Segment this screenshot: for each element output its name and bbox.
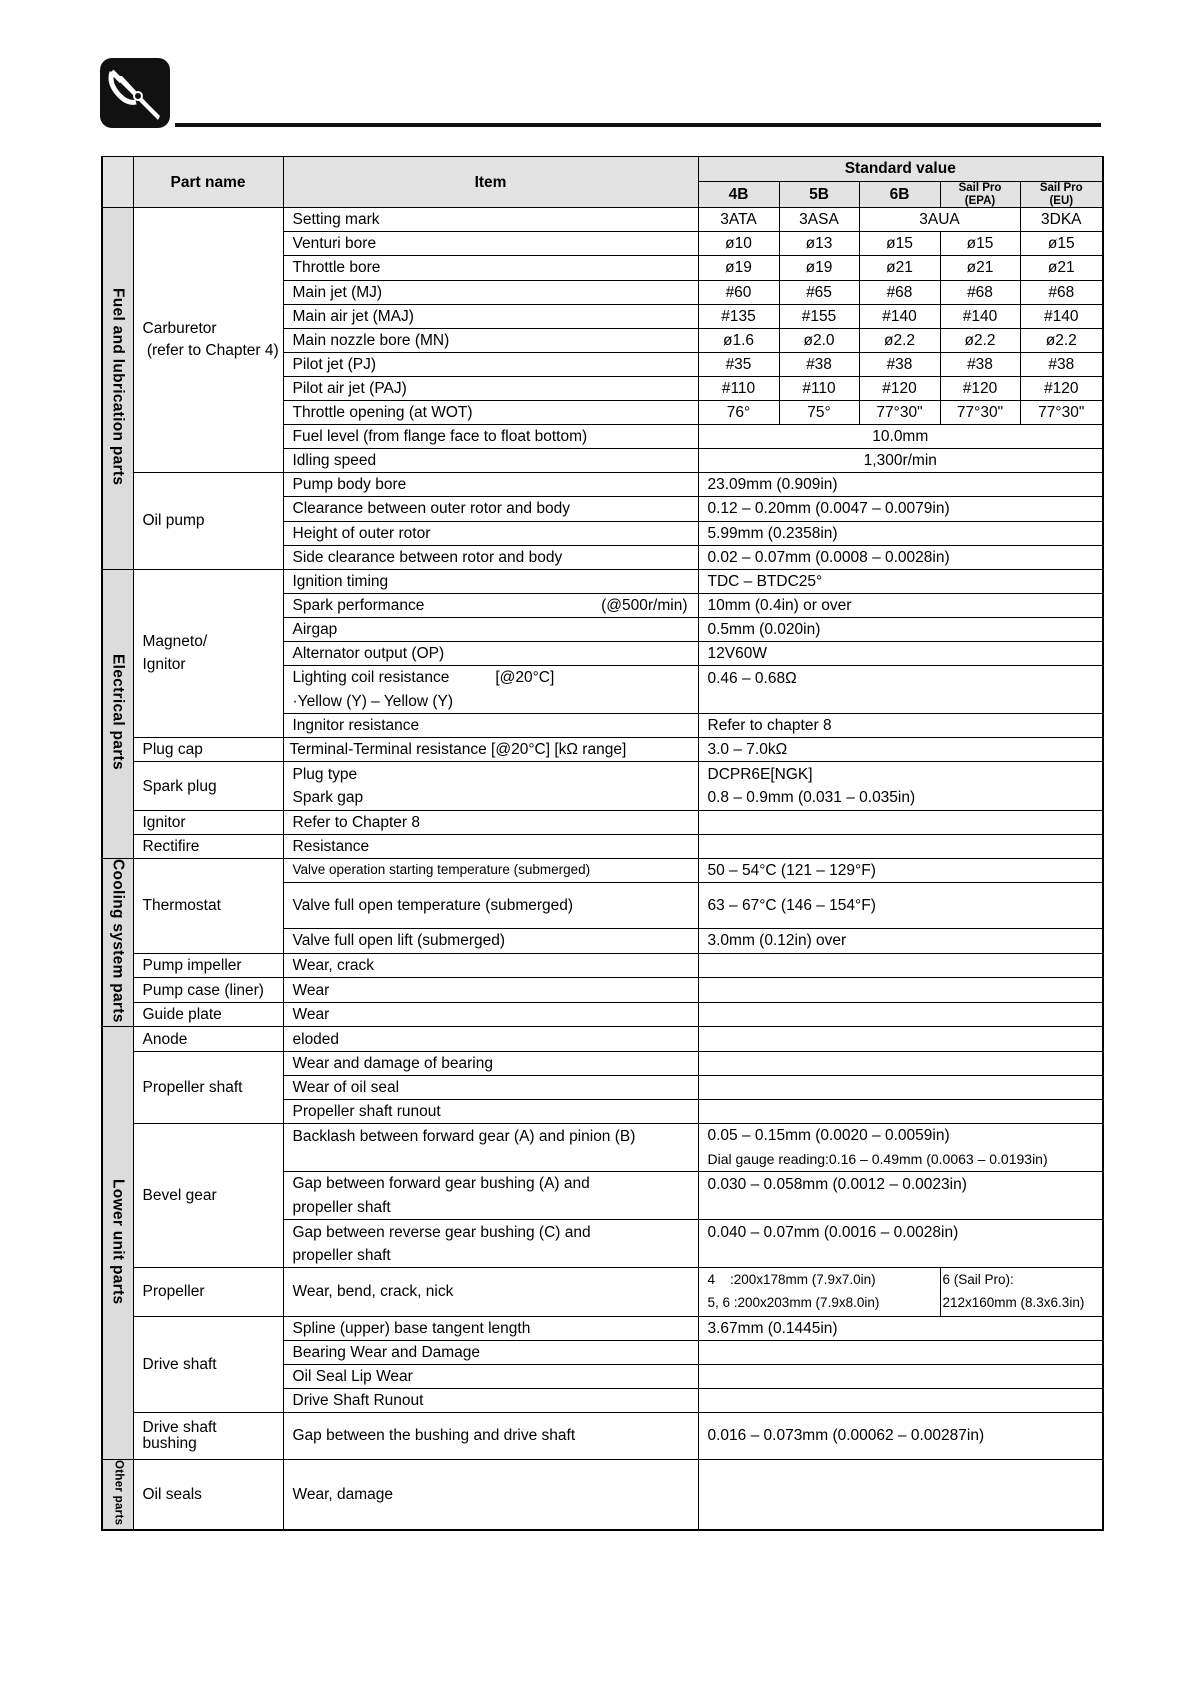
part-propeller: Propeller bbox=[133, 1268, 283, 1316]
value-cell: #38 bbox=[940, 352, 1020, 376]
item-throttle-opening: Throttle opening (at WOT) bbox=[283, 401, 698, 425]
header-blank bbox=[102, 157, 133, 208]
value-cell: 0.016 – 0.073mm (0.00062 – 0.00287in) bbox=[698, 1412, 1103, 1459]
value-cell-empty bbox=[698, 810, 1103, 834]
item-pilot-jet: Pilot jet (PJ) bbox=[283, 352, 698, 376]
part-drive-shaft: Drive shaft bbox=[133, 1316, 283, 1412]
value-cell: 212x160mm (8.3x6.3in) bbox=[940, 1292, 1103, 1316]
value-cell-empty bbox=[698, 1388, 1103, 1412]
header-model-6b: 6B bbox=[859, 182, 940, 208]
value-cell: #38 bbox=[859, 352, 940, 376]
part-drive-shaft-bushing: Drive shaft bushing bbox=[133, 1412, 283, 1459]
value-cell: 0.05 – 0.15mm (0.0020 – 0.0059in) bbox=[698, 1123, 1103, 1147]
value-cell: 50 – 54°C (121 – 129°F) bbox=[698, 858, 1103, 883]
value-cell: 0.040 – 0.07mm (0.0016 – 0.0028in) bbox=[698, 1220, 1103, 1268]
value-cell-empty bbox=[698, 1459, 1103, 1530]
value-cell: ø15 bbox=[859, 232, 940, 256]
item-refer-chapter: Refer to Chapter 8 bbox=[283, 810, 698, 834]
item-wear-damage: Wear, damage bbox=[283, 1459, 698, 1530]
value-cell: #120 bbox=[940, 376, 1020, 400]
value-cell: TDC – BTDC25° bbox=[698, 569, 1103, 593]
value-cell: ø2.2 bbox=[859, 328, 940, 352]
spec-table bbox=[101, 156, 1104, 1531]
part-thermostat: Thermostat bbox=[133, 858, 283, 953]
item-backlash: Backlash between forward gear (A) and pinion (B) bbox=[283, 1123, 698, 1171]
value-cell: 0.5mm (0.020in) bbox=[698, 617, 1103, 641]
item-wear: Wear bbox=[283, 978, 698, 1003]
item-bearing-wear-damage: Bearing Wear and Damage bbox=[283, 1340, 698, 1364]
value-cell: #120 bbox=[859, 376, 940, 400]
item-idling-speed: Idling speed bbox=[283, 449, 698, 473]
value-cell: 76° bbox=[698, 401, 779, 425]
item-lighting-coil: Lighting coil resistance [@20°C] bbox=[283, 666, 698, 690]
item-gap-reverse: Gap between reverse gear bushing (C) and bbox=[283, 1220, 698, 1244]
value-cell-empty bbox=[698, 1051, 1103, 1075]
value-cell: 5, 6 :200x203mm (7.9x8.0in) bbox=[698, 1292, 940, 1316]
value-cell: #65 bbox=[779, 280, 859, 304]
value-cell: 0.02 – 0.07mm (0.0008 – 0.0028in) bbox=[698, 545, 1103, 569]
value-cell: Refer to chapter 8 bbox=[698, 714, 1103, 738]
item-throttle-bore: Throttle bore bbox=[283, 256, 698, 280]
value-cell: 77°30" bbox=[859, 401, 940, 425]
value-cell-empty bbox=[698, 1027, 1103, 1051]
value-cell: ø10 bbox=[698, 232, 779, 256]
item-ignition-timing: Ignition timing bbox=[283, 569, 698, 593]
item-gap-reverse-shaft: propeller shaft bbox=[283, 1244, 698, 1268]
value-cell: 3.0 – 7.0kΩ bbox=[698, 738, 1103, 762]
category-fuel: Fuel and lubrication parts bbox=[102, 208, 133, 569]
value-cell: 3AUA bbox=[859, 208, 1020, 232]
value-cell: 12V60W bbox=[698, 641, 1103, 665]
item-venturi-bore: Venturi bore bbox=[283, 232, 698, 256]
value-cell: ø2.2 bbox=[940, 328, 1020, 352]
value-cell: #140 bbox=[1020, 304, 1103, 328]
header-standard-value: Standard value bbox=[698, 157, 1103, 182]
value-cell: 4 :200x178mm (7.9x7.0in) bbox=[698, 1268, 940, 1292]
value-cell: 3.67mm (0.1445in) bbox=[698, 1316, 1103, 1340]
item-valve-lift: Valve full open lift (submerged) bbox=[283, 929, 698, 954]
item-pump-body-bore: Pump body bore bbox=[283, 473, 698, 497]
item-lighting-coil-wire: ·Yellow (Y) – Yellow (Y) bbox=[283, 690, 698, 714]
value-cell: #68 bbox=[940, 280, 1020, 304]
value-cell: 0.030 – 0.058mm (0.0012 – 0.0023in) bbox=[698, 1172, 1103, 1220]
item-shaft-runout: Propeller shaft runout bbox=[283, 1099, 698, 1123]
value-cell: 1,300r/min bbox=[698, 449, 1103, 473]
value-cell: ø2.0 bbox=[779, 328, 859, 352]
value-cell: #68 bbox=[859, 280, 940, 304]
value-cell: 0.46 – 0.68Ω bbox=[698, 666, 1103, 714]
value-cell: ø19 bbox=[779, 256, 859, 280]
category-lower-unit: Lower unit parts bbox=[102, 1027, 133, 1460]
item-wear-bend: Wear, bend, crack, nick bbox=[283, 1268, 698, 1316]
value-cell: 3ASA bbox=[779, 208, 859, 232]
category-cooling: Cooling system parts bbox=[102, 858, 133, 1027]
value-cell: #110 bbox=[698, 376, 779, 400]
part-bevel-gear: Bevel gear bbox=[133, 1123, 283, 1268]
value-cell: ø15 bbox=[1020, 232, 1103, 256]
item-oil-seal-wear: Wear of oil seal bbox=[283, 1075, 698, 1099]
value-cell: ø1.6 bbox=[698, 328, 779, 352]
item-bearing-wear: Wear and damage of bearing bbox=[283, 1051, 698, 1075]
value-cell-empty bbox=[698, 834, 1103, 858]
item-outer-rotor-clearance: Clearance between outer rotor and body bbox=[283, 497, 698, 521]
part-carburetor: Carburetor (refer to Chapter 4) bbox=[133, 208, 283, 473]
value-cell: DCPR6E[NGK] bbox=[698, 762, 1103, 786]
header-model-5b: 5B bbox=[779, 182, 859, 208]
item-outer-rotor-height: Height of outer rotor bbox=[283, 521, 698, 545]
value-cell-empty bbox=[698, 953, 1103, 978]
caliper-measuring-icon bbox=[100, 58, 170, 128]
item-spline-length: Spline (upper) base tangent length bbox=[283, 1316, 698, 1340]
part-anode: Anode bbox=[133, 1027, 283, 1051]
item-plug-type: Plug type bbox=[283, 762, 698, 786]
item-ignitor-resistance: Ingnitor resistance bbox=[283, 714, 698, 738]
part-guide-plate: Guide plate bbox=[133, 1002, 283, 1027]
value-cell: #140 bbox=[859, 304, 940, 328]
part-magneto-ignitor: Magneto/ Ignitor bbox=[133, 569, 283, 738]
item-valve-start-temp: Valve operation starting temperature (submerged) bbox=[283, 858, 698, 883]
header-part-name: Part name bbox=[133, 157, 283, 208]
value-cell: #68 bbox=[1020, 280, 1103, 304]
item-airgap: Airgap bbox=[283, 617, 698, 641]
item-drive-shaft-runout: Drive Shaft Runout bbox=[283, 1388, 698, 1412]
value-cell: #38 bbox=[1020, 352, 1103, 376]
item-wear-crack: Wear, crack bbox=[283, 953, 698, 978]
item-main-jet: Main jet (MJ) bbox=[283, 280, 698, 304]
value-cell: ø19 bbox=[698, 256, 779, 280]
item-pilot-air-jet: Pilot air jet (PAJ) bbox=[283, 376, 698, 400]
value-cell: 5.99mm (0.2358in) bbox=[698, 521, 1103, 545]
item-main-nozzle-bore: Main nozzle bore (MN) bbox=[283, 328, 698, 352]
item-wear: Wear bbox=[283, 1002, 698, 1027]
value-cell: #38 bbox=[779, 352, 859, 376]
item-setting-mark: Setting mark bbox=[283, 208, 698, 232]
part-oil-pump: Oil pump bbox=[133, 473, 283, 569]
header-item: Item bbox=[283, 157, 698, 208]
item-alternator-output: Alternator output (OP) bbox=[283, 641, 698, 665]
part-rectifire: Rectifire bbox=[133, 834, 283, 858]
value-cell-empty bbox=[698, 1002, 1103, 1027]
value-cell: 63 – 67°C (146 – 154°F) bbox=[698, 883, 1103, 929]
value-cell: #140 bbox=[940, 304, 1020, 328]
item-terminal-resistance: Terminal-Terminal resistance [@20°C] [kΩ range] bbox=[283, 738, 698, 762]
header-rule bbox=[175, 123, 1101, 127]
item-oil-seal-lip: Oil Seal Lip Wear bbox=[283, 1364, 698, 1388]
value-cell: 23.09mm (0.909in) bbox=[698, 473, 1103, 497]
value-cell: 75° bbox=[779, 401, 859, 425]
value-cell-empty bbox=[698, 978, 1103, 1003]
value-cell: 10mm (0.4in) or over bbox=[698, 593, 1103, 617]
part-plug-cap: Plug cap bbox=[133, 738, 283, 762]
value-cell: 6 (Sail Pro): bbox=[940, 1268, 1103, 1292]
part-propeller-shaft: Propeller shaft bbox=[133, 1051, 283, 1123]
value-cell-empty bbox=[698, 1075, 1103, 1099]
category-electrical: Electrical parts bbox=[102, 569, 133, 858]
item-main-air-jet: Main air jet (MAJ) bbox=[283, 304, 698, 328]
value-cell: ø21 bbox=[1020, 256, 1103, 280]
value-cell: 3ATA bbox=[698, 208, 779, 232]
value-cell: 77°30" bbox=[940, 401, 1020, 425]
value-cell: #135 bbox=[698, 304, 779, 328]
value-cell-empty bbox=[698, 1340, 1103, 1364]
value-cell: ø21 bbox=[940, 256, 1020, 280]
value-cell: 0.8 – 0.9mm (0.031 – 0.035in) bbox=[698, 786, 1103, 810]
category-other: Other parts bbox=[102, 1459, 133, 1530]
part-ignitor: Ignitor bbox=[133, 810, 283, 834]
item-eloded: eloded bbox=[283, 1027, 698, 1051]
part-pump-impeller: Pump impeller bbox=[133, 953, 283, 978]
value-cell: ø21 bbox=[859, 256, 940, 280]
value-cell: #60 bbox=[698, 280, 779, 304]
header-model-sailpro-eu: Sail Pro (EU) bbox=[1020, 182, 1103, 208]
value-cell: 0.12 – 0.20mm (0.0047 – 0.0079in) bbox=[698, 497, 1103, 521]
value-cell: ø15 bbox=[940, 232, 1020, 256]
part-pump-case: Pump case (liner) bbox=[133, 978, 283, 1003]
value-cell: #35 bbox=[698, 352, 779, 376]
value-cell: #110 bbox=[779, 376, 859, 400]
value-cell: ø13 bbox=[779, 232, 859, 256]
header-model-4b: 4B bbox=[698, 182, 779, 208]
value-cell: #155 bbox=[779, 304, 859, 328]
value-cell: 3DKA bbox=[1020, 208, 1103, 232]
value-cell: 10.0mm bbox=[698, 425, 1103, 449]
value-cell: 77°30" bbox=[1020, 401, 1103, 425]
item-spark-performance: Spark performance (@500r/min) bbox=[283, 593, 698, 617]
item-spark-gap: Spark gap bbox=[283, 786, 698, 810]
value-cell: Dial gauge reading:0.16 – 0.49mm (0.0063 – 0.0193in) bbox=[698, 1147, 1103, 1171]
item-gap-forward: Gap between forward gear bushing (A) and bbox=[283, 1172, 698, 1196]
part-oil-seals: Oil seals bbox=[133, 1459, 283, 1530]
value-cell-empty bbox=[698, 1364, 1103, 1388]
value-cell: ø2.2 bbox=[1020, 328, 1103, 352]
item-bushing-gap: Gap between the bushing and drive shaft bbox=[283, 1412, 698, 1459]
value-cell: 3.0mm (0.12in) over bbox=[698, 929, 1103, 954]
item-side-clearance: Side clearance between rotor and body bbox=[283, 545, 698, 569]
header-model-sailpro-epa: Sail Pro (EPA) bbox=[940, 182, 1020, 208]
item-gap-forward-shaft: propeller shaft bbox=[283, 1196, 698, 1220]
value-cell: #120 bbox=[1020, 376, 1103, 400]
item-valve-full-open-temp: Valve full open temperature (submerged) bbox=[283, 883, 698, 929]
part-spark-plug: Spark plug bbox=[133, 762, 283, 810]
item-fuel-level: Fuel level (from flange face to float bottom) bbox=[283, 425, 698, 449]
item-resistance: Resistance bbox=[283, 834, 698, 858]
value-cell-empty bbox=[698, 1099, 1103, 1123]
